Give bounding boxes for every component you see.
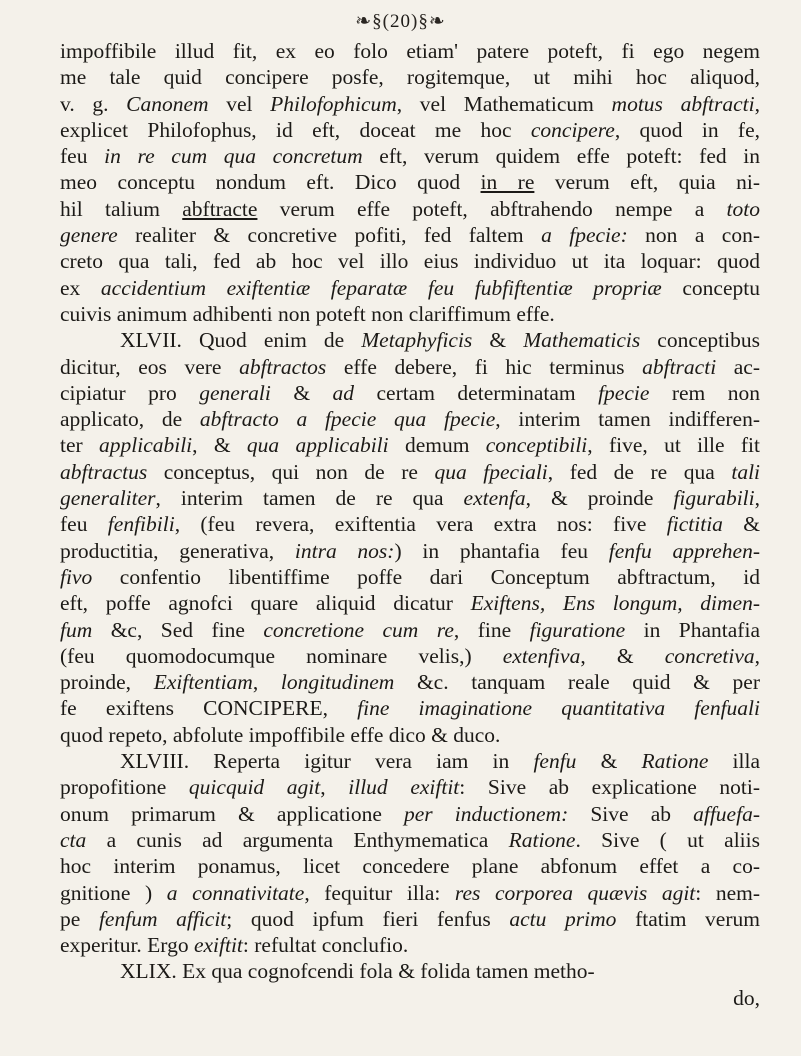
text-run: explicet Philofophus, id eft, doceat me hoc <box>60 117 531 142</box>
text-run: a cunis ad argumenta Enthymematica <box>86 827 509 852</box>
italic-phrase: tali <box>731 459 760 484</box>
text-run: XLVIII. Reperta igitur vera iam in <box>120 749 534 774</box>
text-line <box>60 354 760 380</box>
text-run: conceptus, qui non de re <box>147 459 435 484</box>
italic-phrase: qua applicabili <box>246 433 389 458</box>
italic-phrase: longitudinem <box>280 670 395 695</box>
text-run: XLVII. Quod enim de <box>120 328 362 353</box>
italic-phrase: Ratione <box>641 749 709 774</box>
text-line <box>60 617 760 643</box>
text-line <box>60 985 760 1011</box>
text-run: , interim tamen de re qua <box>155 486 464 511</box>
italic-phrase: accidentium exiftentiæ feparatæ feu fubfiftentiæ propriæ <box>100 275 662 300</box>
text-run: : refultat conclufio. <box>242 933 409 958</box>
text-run: me tale quid concipere posfe, rogitemque, ut mihi hoc aliquod, <box>60 65 760 90</box>
text-run: eft, poffe agnofci quare aliquid dicatur <box>60 591 471 616</box>
text-run: rem non <box>649 380 760 405</box>
italic-phrase: illud exiftit <box>348 775 460 800</box>
italic-phrase: qua fpeciali <box>434 459 548 484</box>
text-line <box>60 880 760 906</box>
italic-phrase: generaliter <box>60 486 156 511</box>
text-run: creto qua tali, fed ab hoc vel illo eius individuo ut ita loquar: quod <box>60 249 760 274</box>
text-line <box>60 511 760 537</box>
italic-phrase: fenfum afficit <box>98 906 227 931</box>
italic-phrase: quicquid agit <box>188 775 321 800</box>
text-line <box>60 380 760 406</box>
text-run: experitur. Ergo <box>60 933 194 958</box>
text-line <box>60 932 760 958</box>
italic-phrase: res corporea quævis agit <box>454 880 696 905</box>
text-run: meo conceptu nondum eft. Dico quod <box>60 170 481 195</box>
text-run: in re <box>480 170 535 195</box>
italic-phrase: fenfibili <box>107 512 175 537</box>
text-run: demum <box>388 433 486 458</box>
italic-phrase: Philofophicum <box>270 91 397 116</box>
text-run: Sive ab <box>568 801 694 826</box>
text-run: verum eft, quia ni- <box>534 170 760 195</box>
text-line <box>60 327 760 353</box>
text-line <box>60 538 760 564</box>
text-run: cipiatur pro <box>60 380 200 405</box>
italic-phrase: a connativitate <box>166 880 305 905</box>
text-line <box>60 485 760 511</box>
italic-phrase: exiftit <box>193 933 243 958</box>
text-run: abftracte <box>182 196 258 221</box>
italic-phrase: abftractus <box>60 459 148 484</box>
text-run: impoffibile illud fit, ex eo folo etiam' patere poteft, fi ego negem <box>60 39 760 63</box>
text-run: , <box>320 775 349 800</box>
text-run: & <box>576 749 642 774</box>
text-run: proinde, <box>60 670 154 695</box>
text-line <box>60 406 760 432</box>
text-run: hoc interim ponamus, licet concedere plane abfonum effet a co- <box>60 854 760 879</box>
text-run: ftatim verum <box>616 906 760 931</box>
text-run: non a con- <box>627 223 760 248</box>
text-run: , quod in fe, <box>614 117 760 142</box>
text-line <box>60 248 760 274</box>
italic-phrase: abftracti <box>642 354 717 379</box>
text-line <box>60 143 760 169</box>
text-run: ac- <box>716 354 760 379</box>
italic-phrase: figurabili <box>673 486 755 511</box>
text-run: do, <box>733 985 760 1010</box>
italic-phrase: toto <box>726 196 760 221</box>
text-line <box>60 774 760 800</box>
text-line <box>60 801 760 827</box>
italic-phrase: extenfiva <box>502 643 581 668</box>
italic-phrase: cta <box>60 827 87 852</box>
text-line <box>60 64 760 90</box>
text-line <box>60 590 760 616</box>
italic-phrase: a fpecie: <box>541 223 628 248</box>
text-run: ter <box>60 433 99 458</box>
ornament-right-icon: )§❧ <box>411 11 446 32</box>
text-run: , fine <box>453 617 530 642</box>
italic-phrase: fenfu <box>533 749 577 774</box>
text-run: realiter & concretive pofiti, fed faltem <box>117 223 542 248</box>
text-line <box>60 695 760 721</box>
italic-phrase: Exiftens, Ens longum, dimen- <box>470 591 760 616</box>
text-run: & <box>270 380 333 405</box>
text-run: & <box>472 328 524 353</box>
text-run: &c. tanquam reale quid & per <box>394 670 760 695</box>
italic-phrase: conceptibili <box>485 433 588 458</box>
text-run: ; quod ipfum fieri fenfus <box>226 906 510 931</box>
text-run: , <box>754 91 760 116</box>
italic-phrase: extenfa <box>463 486 526 511</box>
text-line <box>60 117 760 143</box>
text-run: . Sive ( ut aliis <box>575 827 760 852</box>
text-run: , <box>754 486 760 511</box>
text-line <box>60 906 760 932</box>
text-run: (feu quomodocumque nominare velis,) <box>60 643 503 668</box>
text-run: &c, Sed fine <box>92 617 264 642</box>
running-head <box>0 10 801 33</box>
text-line <box>60 301 760 327</box>
text-run: , <box>252 670 281 695</box>
italic-phrase: per inductionem: <box>404 801 569 826</box>
italic-phrase: Metaphyficis <box>361 328 473 353</box>
italic-phrase: fum <box>60 617 93 642</box>
text-run: , (feu revera, exiftentia vera extra nos: five <box>174 512 667 537</box>
body-text <box>60 38 760 1011</box>
italic-phrase: abftractos <box>239 354 327 379</box>
text-run: propofitione <box>60 775 189 800</box>
text-run: XLIX. Ex qua cognofcendi fola & folida tamen metho- <box>120 959 595 984</box>
page-number: 20 <box>390 11 411 32</box>
text-run: feu <box>60 144 105 169</box>
text-run: applicato, de <box>60 407 200 432</box>
text-run: productitia, generativa, <box>60 538 295 563</box>
text-run: pe <box>60 906 99 931</box>
italic-phrase: ad <box>332 380 355 405</box>
italic-phrase: in re cum qua concretum <box>104 144 363 169</box>
text-run: , & <box>192 433 247 458</box>
italic-phrase: Exiftentiam <box>153 670 253 695</box>
text-run: gnitione ) <box>60 880 167 905</box>
text-run: verum effe poteft, abftrahendo nempe a <box>257 196 727 221</box>
text-run: , five, ut ille fit <box>587 433 760 458</box>
italic-phrase: generali <box>199 380 271 405</box>
text-run: , fed de re qua <box>547 459 732 484</box>
text-line <box>60 958 760 984</box>
text-run: conceptu <box>661 275 760 300</box>
text-line <box>60 196 760 222</box>
italic-phrase: genere <box>60 223 118 248</box>
italic-phrase: concretiva <box>664 643 755 668</box>
italic-phrase: fivo <box>60 564 93 589</box>
text-run: dicitur, eos vere <box>60 354 240 379</box>
italic-phrase: Canonem <box>126 91 209 116</box>
italic-phrase: concipere <box>530 117 615 142</box>
italic-phrase: fpecie <box>598 380 650 405</box>
text-line <box>60 169 760 195</box>
text-line <box>60 827 760 853</box>
text-run: , & proinde <box>525 486 674 511</box>
italic-phrase: concretione cum re <box>263 617 454 642</box>
text-line <box>60 275 760 301</box>
text-line <box>60 643 760 669</box>
text-run: effe debere, fi hic terminus <box>326 354 643 379</box>
text-run: in Phantafia <box>625 617 760 642</box>
text-line <box>60 38 760 64</box>
text-run: feu <box>60 512 108 537</box>
text-line <box>60 459 760 485</box>
text-line <box>60 722 760 748</box>
text-line <box>60 91 760 117</box>
text-run: , <box>754 643 760 668</box>
text-line <box>60 222 760 248</box>
italic-phrase: Ratione <box>508 827 576 852</box>
italic-phrase: actu primo <box>509 906 617 931</box>
text-line <box>60 564 760 590</box>
text-run: ) in phantafia feu <box>394 538 609 563</box>
text-line <box>60 432 760 458</box>
text-run: : nem- <box>695 880 760 905</box>
italic-phrase: Mathematicis <box>523 328 641 353</box>
text-run: quod repeto, abfolute impoffibile effe dico & duco. <box>60 722 501 747</box>
ornament-left-icon: ❧§( <box>355 11 390 32</box>
italic-phrase: affuefa- <box>693 801 760 826</box>
italic-phrase: motus abftracti <box>611 91 755 116</box>
text-run: fe exiftens CONCIPERE, <box>60 696 358 721</box>
text-run: conceptibus <box>640 328 760 353</box>
text-run: & <box>722 512 760 537</box>
italic-phrase: abftracto a fpecie qua fpecie <box>199 407 496 432</box>
text-run: illa <box>708 749 760 774</box>
italic-phrase: fine imaginatione quantitativa fenfuali <box>357 696 760 721</box>
text-line <box>60 669 760 695</box>
text-line <box>60 748 760 774</box>
text-run: , fequitur illa: <box>304 880 455 905</box>
text-run: , & <box>580 643 665 668</box>
text-run: cuivis animum adhibenti non poteft non clariffimum effe. <box>60 301 555 326</box>
text-run: ex <box>60 275 101 300</box>
text-run: certam determinatam <box>354 380 599 405</box>
text-run: , interim tamen indifferen- <box>495 407 760 432</box>
italic-phrase: applicabili <box>99 433 193 458</box>
italic-phrase: fictitia <box>666 512 723 537</box>
text-run: hil talium <box>60 196 183 221</box>
text-run: : Sive ab explicatione noti- <box>459 775 760 800</box>
text-run: v. g. <box>60 91 127 116</box>
italic-phrase: figuratione <box>529 617 626 642</box>
italic-phrase: fenfu apprehen- <box>608 538 760 563</box>
text-run: confentio libentiffime poffe dari Conceptum abftractum, id <box>92 564 760 589</box>
text-run: eft, verum quidem effe poteft: fed in <box>362 144 760 169</box>
text-run: , vel Mathematicum <box>396 91 612 116</box>
text-run: onum primarum & applicatione <box>60 801 405 826</box>
text-run: vel <box>208 91 271 116</box>
text-line <box>60 853 760 879</box>
italic-phrase: intra nos: <box>294 538 395 563</box>
